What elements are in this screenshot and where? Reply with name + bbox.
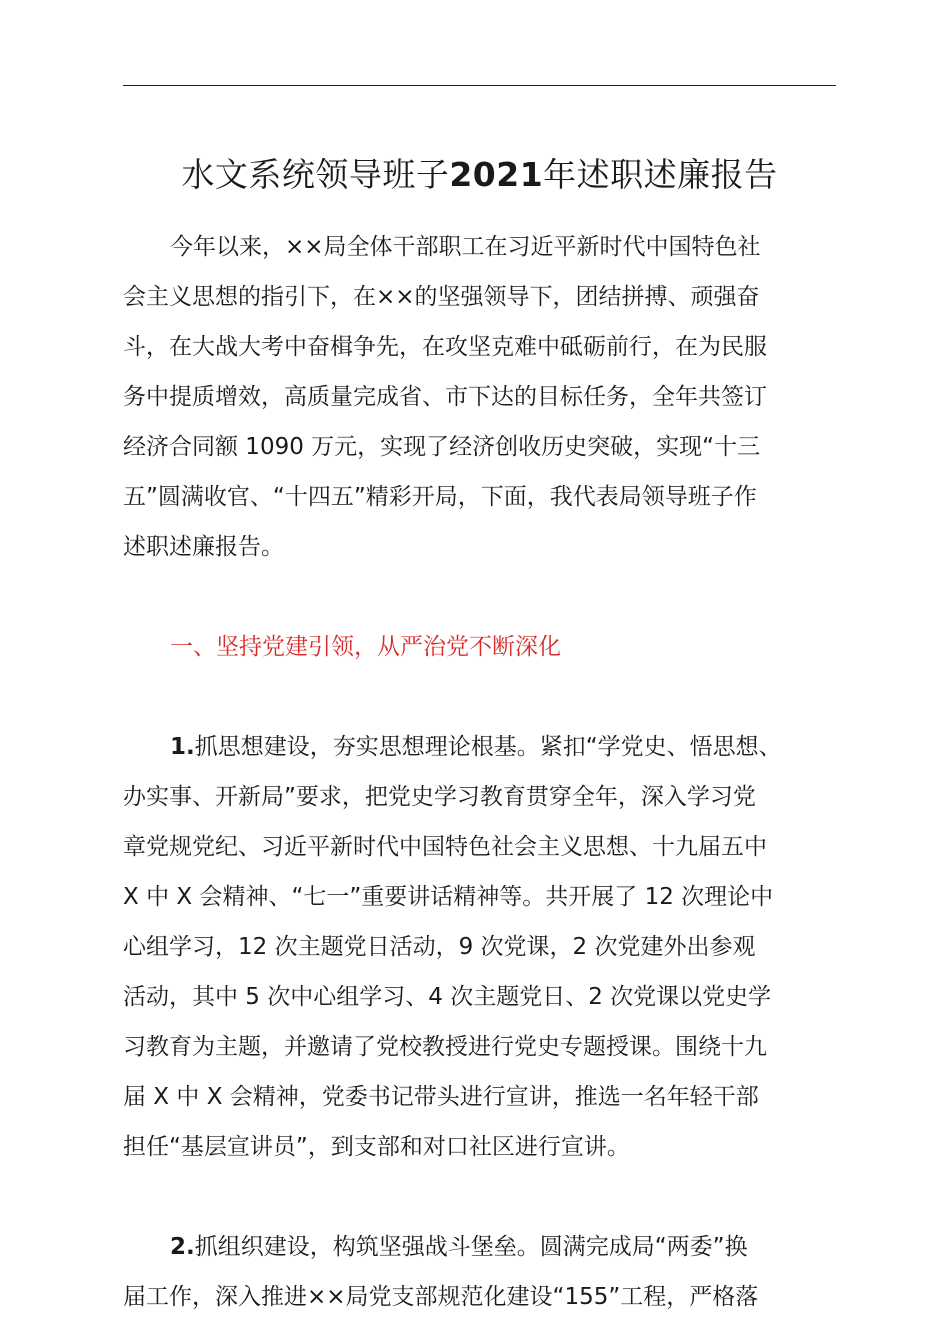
title-text-part2: 年述职述廉报告 [543, 155, 778, 194]
paragraph-line: 务中提质增效，高质量完成省、市下达的目标任务，全年共签订 [123, 384, 767, 410]
paragraph-line: 述职述廉报告。 [123, 534, 284, 560]
item-1-paragraph [123, 722, 836, 1172]
title-text-part1: 水文系统领导班子 [181, 155, 450, 194]
paragraph-line: 心组学习，12 次主题党日活动，9 次党课，2 次党建外出参观 [123, 934, 756, 960]
item-number: 1. [170, 734, 195, 760]
item-text: 抓思想建设，夯实思想理论根基。紧扣“学党史、悟思想、 [194, 734, 782, 760]
paragraph-line: 习教育为主题，并邀请了党校教授进行党史专题授课。围绕十九 [123, 1034, 767, 1060]
paragraph-line: 活动，其中 5 次中心组学习、4 次主题党日、2 次党课以党史学 [123, 984, 772, 1010]
item-2-paragraph [123, 1222, 836, 1322]
paragraph-line: 五”圆满收官、“十四五”精彩开局，下面，我代表局领导班子作 [123, 484, 757, 510]
paragraph-line: 今年以来，××局全体干部职工在习近平新时代中国特色社 [170, 234, 761, 260]
item-text: 抓组织建设，构筑坚强战斗堡垒。圆满完成局“两委”换 [194, 1234, 748, 1260]
header-rule [123, 85, 836, 86]
paragraph-line: X 中 X 会精神、“七一”重要讲话精神等。共开展了 12 次理论中 [123, 884, 774, 910]
document-title [123, 150, 836, 200]
paragraph-line [123, 1222, 836, 1272]
paragraph-line: 章党规党纪、习近平新时代中国特色社会主义思想、十九届五中 [123, 834, 767, 860]
item-number: 2. [170, 1234, 195, 1260]
paragraph-line: 届 X 中 X 会精神，党委书记带头进行宣讲，推选一名年轻干部 [123, 1084, 759, 1110]
section-heading: 一、坚持党建引领，从严治党不断深化 [170, 634, 561, 660]
intro-paragraph [123, 222, 836, 572]
paragraph-line: 担任“基层宣讲员”，到支部和对口社区进行宣讲。 [123, 1134, 630, 1160]
paragraph-line [123, 722, 836, 772]
paragraph-line: 办实事、开新局”要求，把党史学习教育贯穿全年，深入学习党 [123, 784, 756, 810]
paragraph-line: 届工作，深入推进××局党支部规范化建设“155”工程，严格落 [123, 1284, 759, 1310]
document-body [123, 222, 836, 1322]
title-year: 2021 [449, 155, 544, 194]
paragraph-line: 会主义思想的指引下，在××的坚强领导下，团结拼搏、顽强奋 [123, 284, 760, 310]
paragraph-line: 经济合同额 1090 万元，实现了经济创收历史突破，实现“十三 [123, 434, 761, 460]
paragraph-line: 斗，在大战大考中奋楫争先，在攻坚克难中砥砺前行，在为民服 [123, 334, 767, 360]
